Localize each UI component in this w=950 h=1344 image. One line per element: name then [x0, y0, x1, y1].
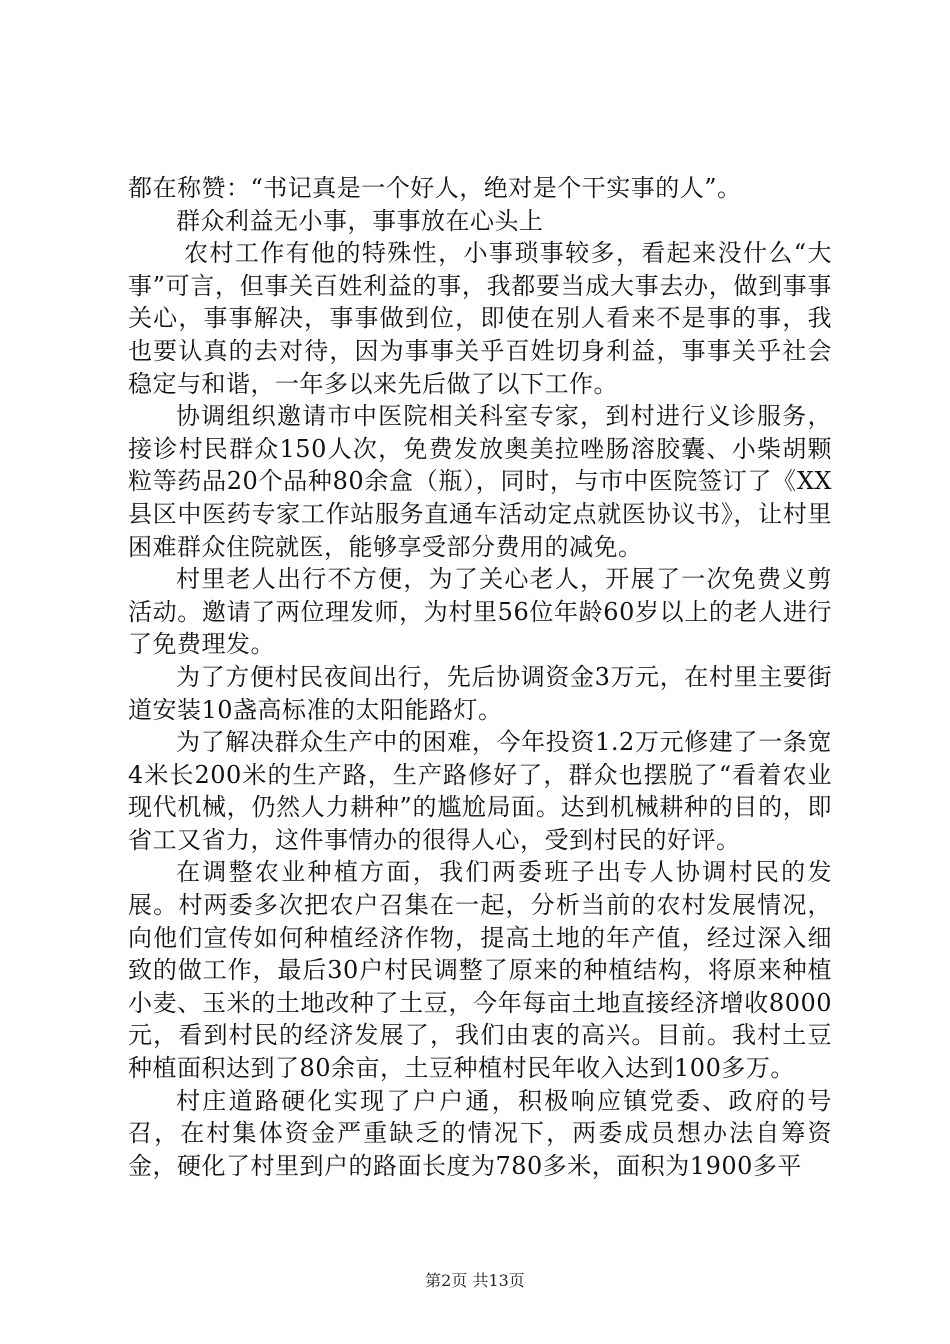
section-heading: 群众利益无小事，事事放在心头上 — [176, 206, 544, 235]
paragraph: 村庄道路硬化实现了户户通，积极响应镇党委、政府的号召，在村集体资金严重缺乏的情况下，两委成员想办法自筹资金，硬化了村里到户的路面长度为780多米，面积为1900多平 — [128, 1086, 832, 1180]
paragraph: 为了解决群众生产中的困难，今年投资1.2万元修建了一条宽4米长200米的生产路，生产路修好了，群众也摆脱了“看着农业现代机械，仍然人力耕种”的尴尬局面。达到机械耕种的目的，即省工又省力，这件事情办的很得人心，受到村民的好评。 — [128, 728, 832, 854]
paragraph: 村里老人出行不方便，为了关心老人，开展了一次免费义剪活动。邀请了两位理发师，为村里56位年龄60岁以上的老人进行了免费理发。 — [128, 565, 832, 659]
paragraph: 农村工作有他的特殊性，小事琐事较多，看起来没什么“大事”可言，但事关百姓利益的事，我都要当成大事去办，做到事事关心，事事解决，事事做到位，即使在别人看来不是事的事，我也要认真的去对待，因为事事关乎百姓切身利益，事事关乎社会稳定与和谐，一年多以来先后做了以下工作。 — [128, 239, 832, 398]
paragraph: 为了方便村民夜间出行，先后协调资金3万元，在村里主要街道安装10盏高标准的太阳能路灯。 — [128, 662, 832, 724]
paragraph-continued: 都在称赞：“书记真是一个好人，绝对是个干实事的人”。 — [128, 174, 742, 202]
paragraph: 在调整农业种植方面，我们两委班子出专人协调村民的发展。村两委多次把农户召集在一起，分析当前的农村发展情况，向他们宣传如何种植经济作物，提高土地的年产值，经过深入细致的做工作，最后30户村民调整了原来的种植结构，将原来种植小麦、玉米的土地改种了土豆，今年每亩土地直接经济增收8000元，看到村民的经济发展了，我们由衷的高兴。目前。我村土豆种植面积达到了80余亩，土豆种植村民年收入达到100多万。 — [128, 858, 832, 1083]
paragraph: 协调组织邀请市中医院相关科室专家，到村进行义诊服务，接诊村民群众150人次，免费发放奥美拉唑肠溶胶囊、小柴胡颗粒等药品20个品种80余盒（瓶），同时，与市中医院签订了《XX县区中医药专家工作站服务直通车活动定点就医协议书》，让村里困难群众住院就医，能够享受部分费用的减免。 — [128, 402, 832, 561]
document-body — [128, 172, 832, 1182]
page-number-footer: 第2页 共13页 — [425, 1271, 525, 1290]
